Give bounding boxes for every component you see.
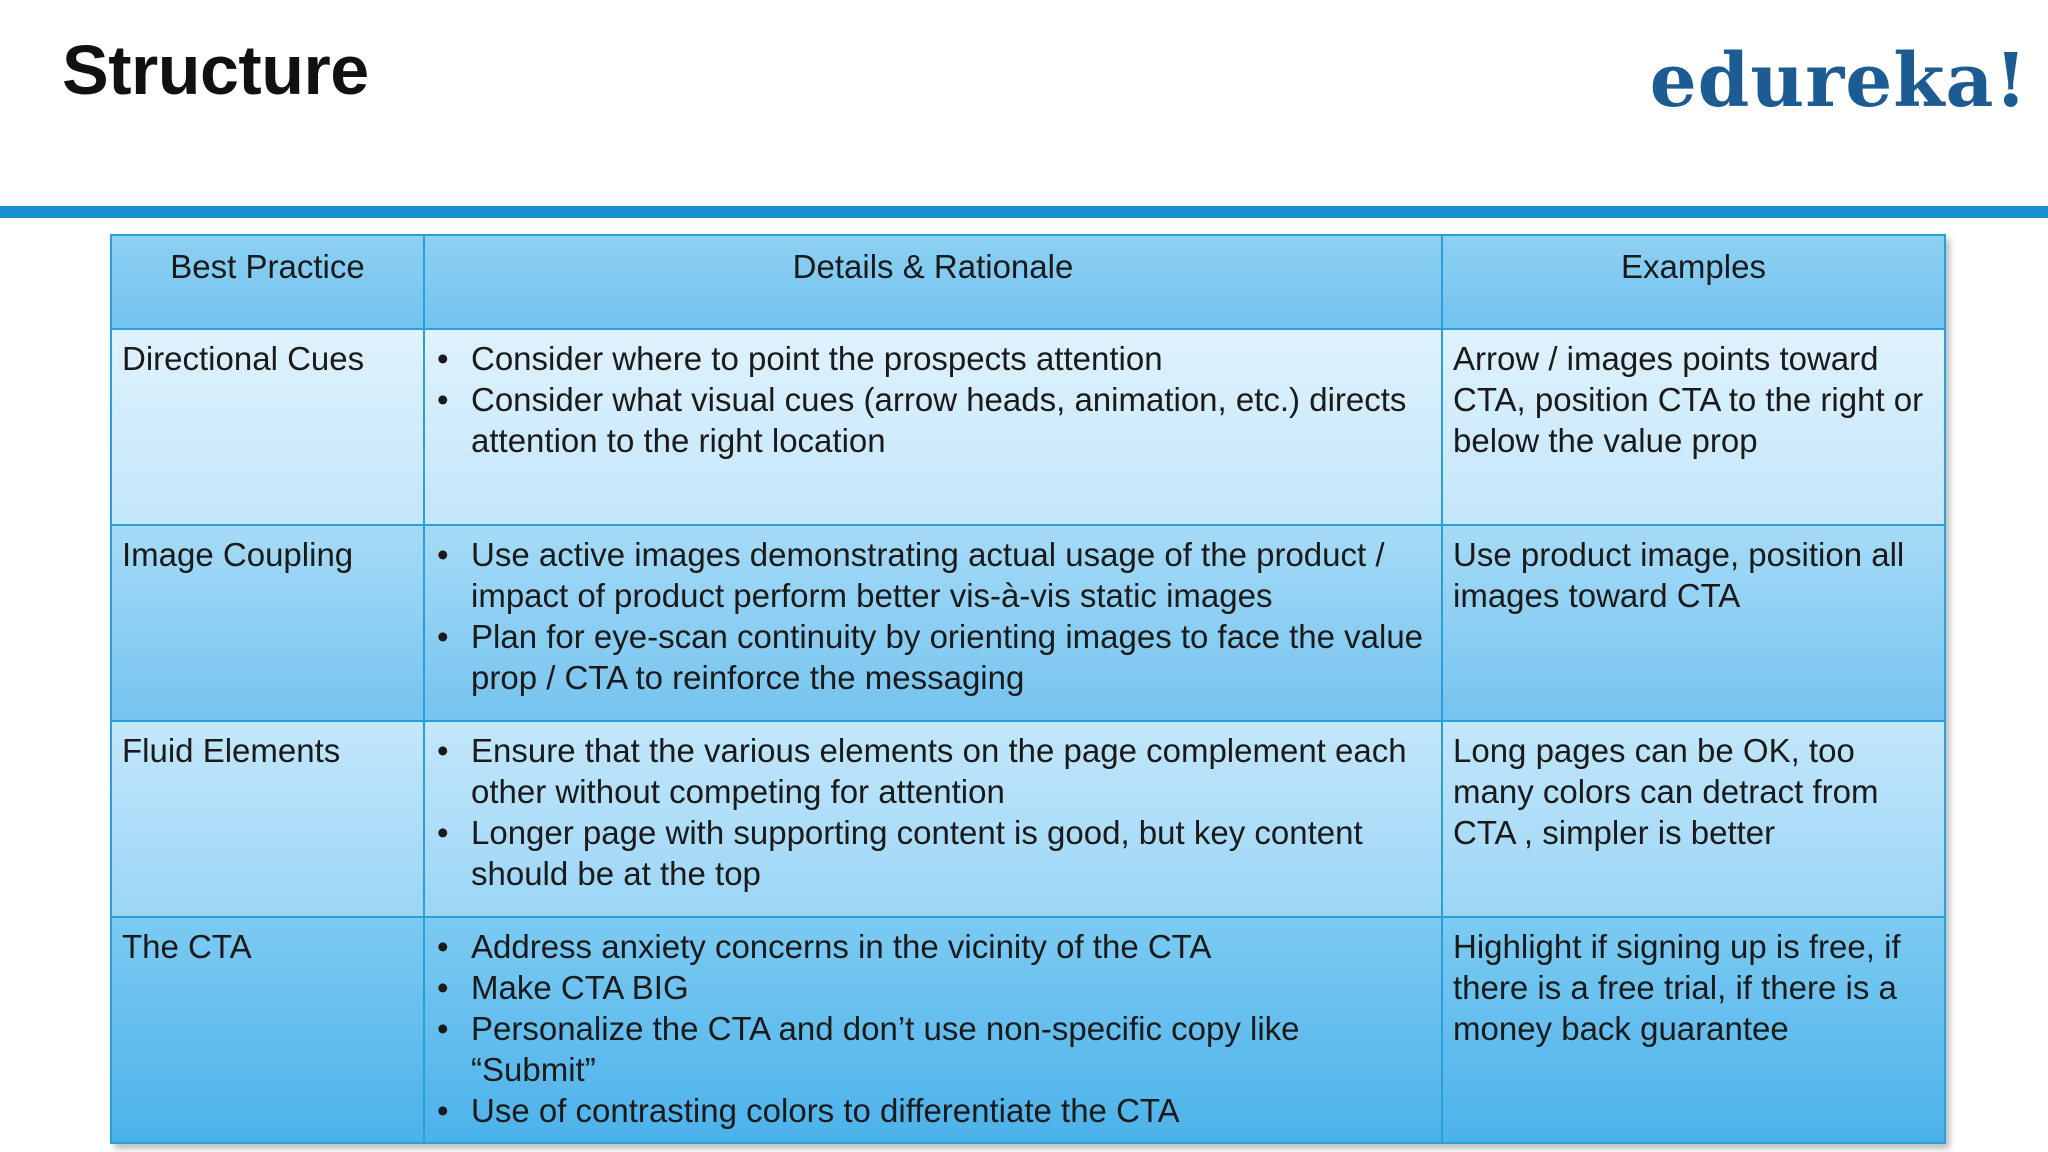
detail-bullet: • Personalize the CTA and don’t use non-specific copy like “Submit”	[471, 1008, 1431, 1090]
column-header-best-practice: Best Practice	[111, 235, 424, 329]
example-cell: Long pages can be OK, too many colors can detract from CTA , simpler is better	[1442, 721, 1945, 917]
practice-cell: The CTA	[111, 917, 424, 1143]
edureka-logo: edureka!	[1649, 38, 2028, 124]
table-row	[111, 329, 1945, 525]
example-cell: Use product image, position all images toward CTA	[1442, 525, 1945, 721]
details-cell	[424, 917, 1442, 1143]
table-row	[111, 917, 1945, 1143]
detail-bullet: • Consider what visual cues (arrow heads, animation, etc.) directs attention to the right location	[471, 379, 1431, 461]
practice-cell: Fluid Elements	[111, 721, 424, 917]
detail-bullet: • Address anxiety concerns in the vicinity of the CTA	[471, 926, 1431, 967]
details-cell	[424, 329, 1442, 525]
detail-bullet: • Use active images demonstrating actual usage of the product / impact of product perform better vis-à-vis static images	[471, 534, 1431, 616]
table-row	[111, 525, 1945, 721]
practice-cell: Directional Cues	[111, 329, 424, 525]
detail-bullet: • Use of contrasting colors to differentiate the CTA	[471, 1090, 1431, 1131]
details-cell	[424, 525, 1442, 721]
detail-bullet: • Plan for eye-scan continuity by orienting images to face the value prop / CTA to reinforce the messaging	[471, 616, 1431, 698]
detail-bullet: • Consider where to point the prospects attention	[471, 338, 1431, 379]
details-cell	[424, 721, 1442, 917]
table-row	[111, 721, 1945, 917]
example-cell: Arrow / images points toward CTA, position CTA to the right or below the value prop	[1442, 329, 1945, 525]
detail-bullet: • Ensure that the various elements on the page complement each other without competing for attention	[471, 730, 1431, 812]
detail-bullet: • Make CTA BIG	[471, 967, 1431, 1008]
best-practices-table	[110, 234, 1946, 1144]
column-header-examples: Examples	[1442, 235, 1945, 329]
detail-bullet: • Longer page with supporting content is good, but key content should be at the top	[471, 812, 1431, 894]
practice-cell: Image Coupling	[111, 525, 424, 721]
example-cell: Highlight if signing up is free, if there is a free trial, if there is a money back guarantee	[1442, 917, 1945, 1143]
header-divider	[0, 206, 2048, 218]
slide-title: Structure	[62, 31, 369, 109]
column-header-details: Details & Rationale	[424, 235, 1442, 329]
table-header-row	[111, 235, 1945, 329]
